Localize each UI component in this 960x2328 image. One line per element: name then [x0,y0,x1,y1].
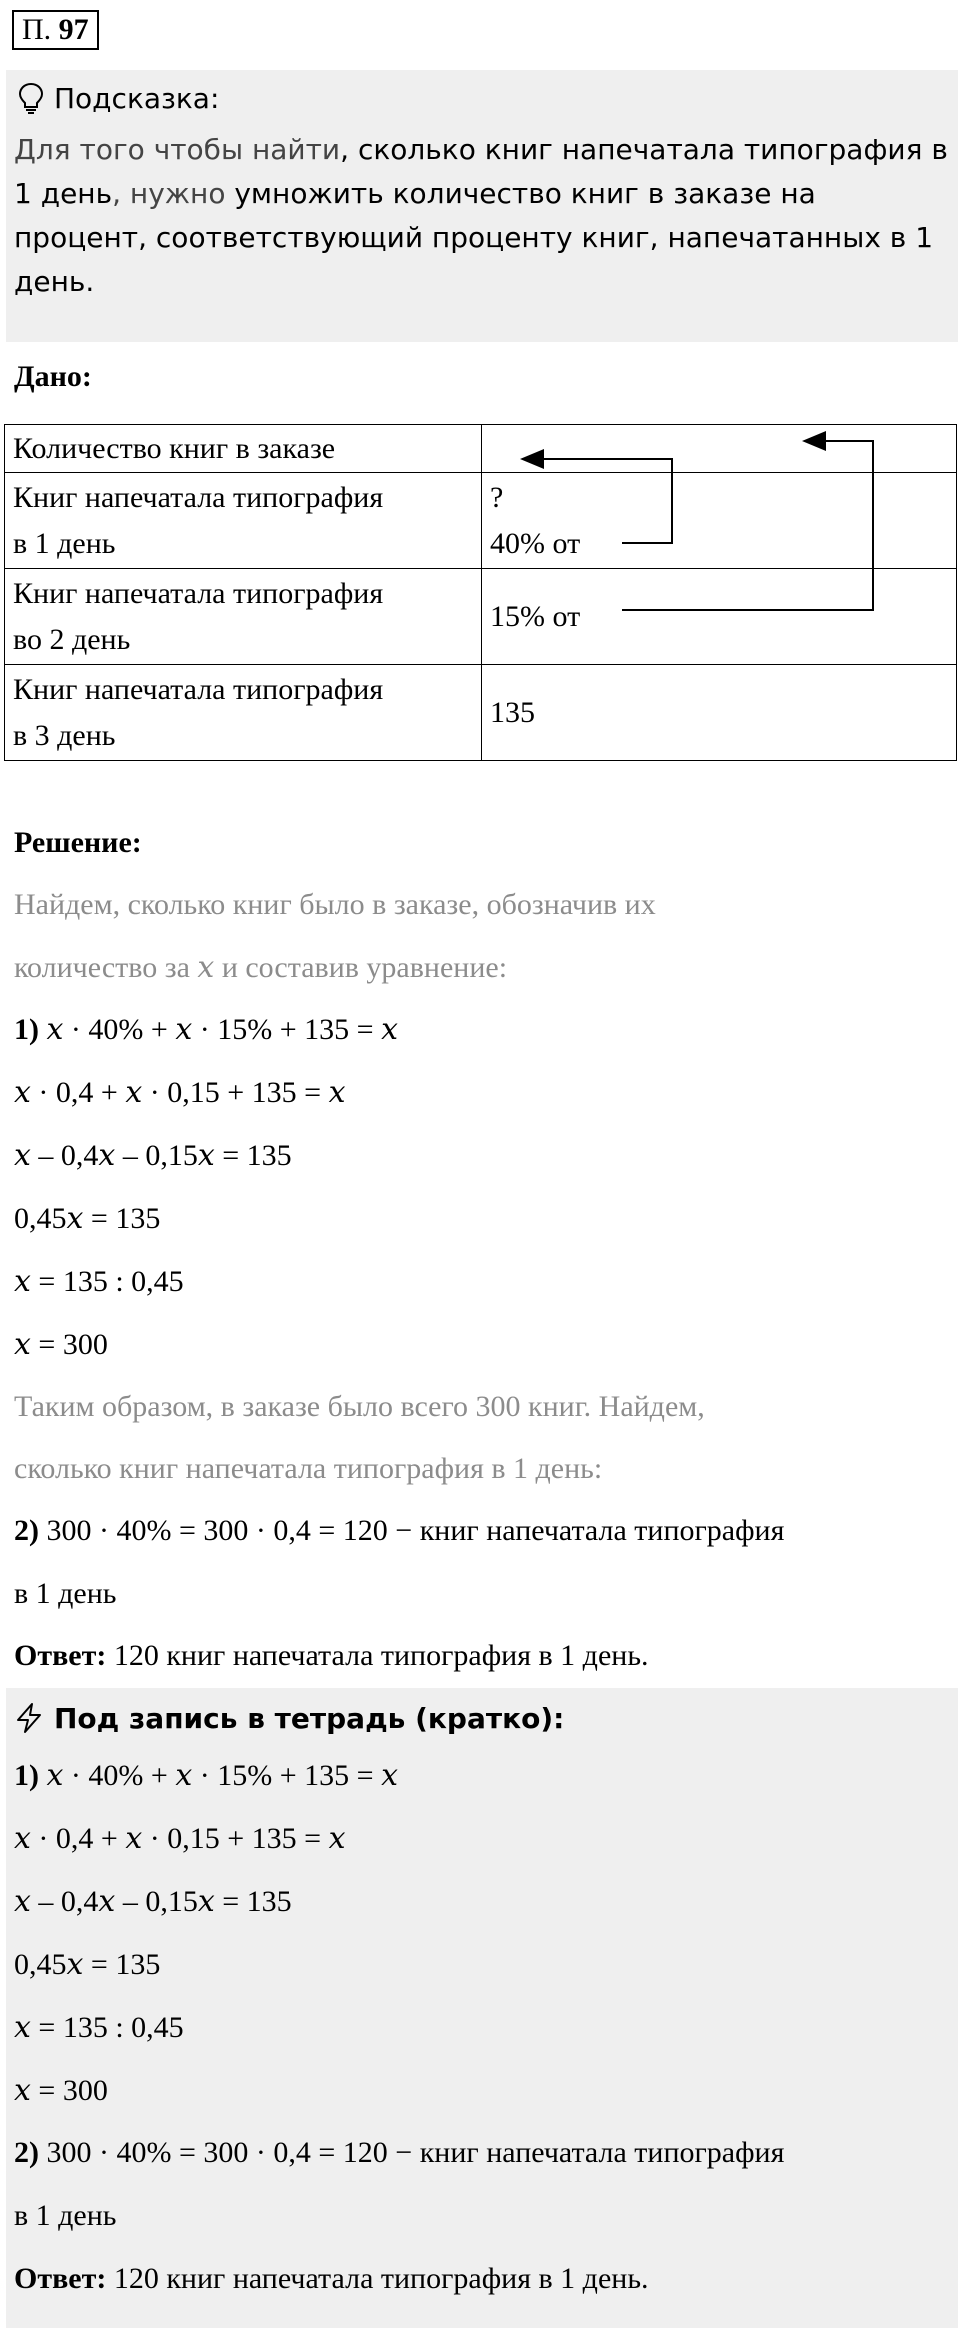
hint-line3: процент, соответствующий проценту книг, напечатанных в 1 [14,221,934,254]
var-x: x [46,1012,64,1047]
cell-text: 40% от [490,526,581,560]
solution-label: Решение: [14,826,142,859]
var-x: x [66,1201,84,1236]
notes-eq-line-6 [14,2073,108,2108]
table-row [5,569,957,665]
cell-text: 15% от [490,599,581,633]
eq-part: 300 · 40% = 300 · 0,4 = 120 − книг напечатала типография [39,2136,785,2169]
answer-text: 120 книг напечатала типография в 1 день. [106,1639,649,1672]
answer-label: Ответ: [14,1639,107,1672]
table-cell [482,569,957,665]
step-number: 2) [14,1514,39,1547]
eq-part: = 135 : 0,45 [30,2011,184,2044]
notes-title [14,1696,564,1740]
eq-part: = 135 [214,1885,292,1918]
eq-part: = 135 : 0,45 [30,1265,184,1298]
notes-eq-line-2 [14,1821,346,1856]
task-prefix: П. [22,13,52,46]
notes-step2-line [14,2136,784,2170]
solution-intro-line2 [14,950,507,985]
eq-line-3 [14,1138,292,1173]
notes-eq-line-5 [14,2010,184,2045]
table-cell [482,665,957,761]
var-x: x [98,1138,116,1173]
eq-part: 0,45 [14,1948,67,1981]
notes-eq-line-3 [14,1884,292,1919]
step2-line-cont: в 1 день [14,1577,117,1610]
hint-line2-a: 1 день [14,177,113,210]
notes-step2-line-cont: в 1 день [14,2199,117,2232]
var-x: x [14,2073,31,2108]
var-x: x [125,1075,143,1110]
var-x: x [175,1012,193,1047]
var-x: x [328,1821,346,1856]
task-number-value: 97 [58,13,89,46]
step-number: 2) [14,2136,39,2169]
lightning-icon [14,1702,44,1734]
given-table [4,424,957,761]
eq-part: · 15% + 135 = [192,1759,382,1792]
table-row [5,665,957,761]
eq-part: – 0,4 [30,1885,99,1918]
eq-part: · 0,15 + 135 = [142,1076,329,1109]
table-cell [482,425,957,473]
intro2-a: количество за [14,951,198,984]
var-x: x [125,1821,143,1856]
given-label: Дано: [14,360,92,393]
cell-text: Количество книг в заказе [13,431,336,465]
hint-line2-b: , нужно [112,177,235,210]
eq-part: = 300 [30,2074,108,2107]
solution-mid-line2: сколько книг напечатала типография в 1 день: [14,1452,603,1485]
eq-part: – 0,4 [30,1139,99,1172]
answer-line [14,1639,649,1673]
var-x: x [14,1884,31,1919]
step-number: 1) [14,1759,39,1792]
var-x: x [197,1884,215,1919]
hint-text [14,128,949,304]
hint-line2-c: умножить количество книг в заказе на [234,177,816,210]
eq-part: · 0,15 + 135 = [142,1822,329,1855]
var-x: x [197,950,215,985]
eq-part: · 40% + [63,1013,176,1046]
table-row [5,473,957,569]
var-x: x [14,2010,31,2045]
var-x: x [197,1138,215,1173]
solution-mid-line1: Таким образом, в заказе было всего 300 книг. Найдем, [14,1390,705,1423]
step2-line [14,1514,784,1548]
eq-part: = 135 [214,1139,292,1172]
task-number [12,10,99,50]
notes-eq-line-4 [14,1947,160,1982]
answer-text: 120 книг напечатала типография в 1 день. [106,2262,649,2295]
lightbulb-icon [18,82,44,114]
cell-text: Книг напечатала типография [13,480,384,514]
eq-part: = 135 [83,1948,161,1981]
cell-text: ? [490,480,504,514]
eq-part: · 15% + 135 = [192,1013,382,1046]
eq-part: · 40% + [63,1759,176,1792]
hint-line4: день. [14,265,95,298]
eq-part: · 0,4 + [30,1076,126,1109]
var-x: x [381,1012,398,1047]
table-cell [5,425,482,473]
notes-title-text: Под запись в тетрадь (кратко): [54,1701,565,1735]
cell-text: во 2 день [13,622,131,656]
var-x: x [98,1884,116,1919]
eq-part: = 300 [30,1328,108,1361]
var-x: x [66,1947,84,1982]
notes-eq-line-1 [14,1758,398,1793]
eq-part: – 0,15 [115,1139,198,1172]
eq-line-5 [14,1264,184,1299]
table-cell [5,665,482,761]
var-x: x [381,1758,398,1793]
hint-line1-a: Для того чтобы найти [14,133,341,166]
eq-part: 300 · 40% = 300 · 0,4 = 120 − книг напечатала типография [39,1514,785,1547]
eq-line-2 [14,1075,346,1110]
var-x: x [14,1264,31,1299]
cell-text: в 1 день [13,526,116,560]
var-x: x [14,1138,31,1173]
table-row [5,425,957,473]
var-x: x [328,1075,346,1110]
answer-label: Ответ: [14,2262,107,2295]
cell-text: Книг напечатала типография [13,576,384,610]
solution-intro-line1: Найдем, сколько книг было в заказе, обозначив их [14,888,656,921]
eq-line-6 [14,1327,108,1362]
eq-part: 0,45 [14,1202,67,1235]
hint-line1-b: , сколько книг напечатала типография в [340,133,948,166]
table-cell [5,569,482,665]
var-x: x [46,1758,64,1793]
hint-title [18,78,219,118]
var-x: x [14,1327,31,1362]
intro2-b: и составив уравнение: [214,951,508,984]
notes-answer-line [14,2262,649,2296]
eq-line-1 [14,1012,398,1047]
var-x: x [175,1758,193,1793]
table-cell [482,473,957,569]
cell-text: Книг напечатала типография [13,672,384,706]
cell-text: в 3 день [13,718,116,752]
eq-line-4 [14,1201,160,1236]
eq-part: · 0,4 + [30,1822,126,1855]
hint-title-text: Подсказка: [54,81,220,115]
step-number: 1) [14,1013,39,1046]
table-cell [5,473,482,569]
cell-text: 135 [490,695,535,729]
var-x: x [14,1075,31,1110]
eq-part: = 135 [83,1202,161,1235]
var-x: x [14,1821,31,1856]
eq-part: – 0,15 [115,1885,198,1918]
